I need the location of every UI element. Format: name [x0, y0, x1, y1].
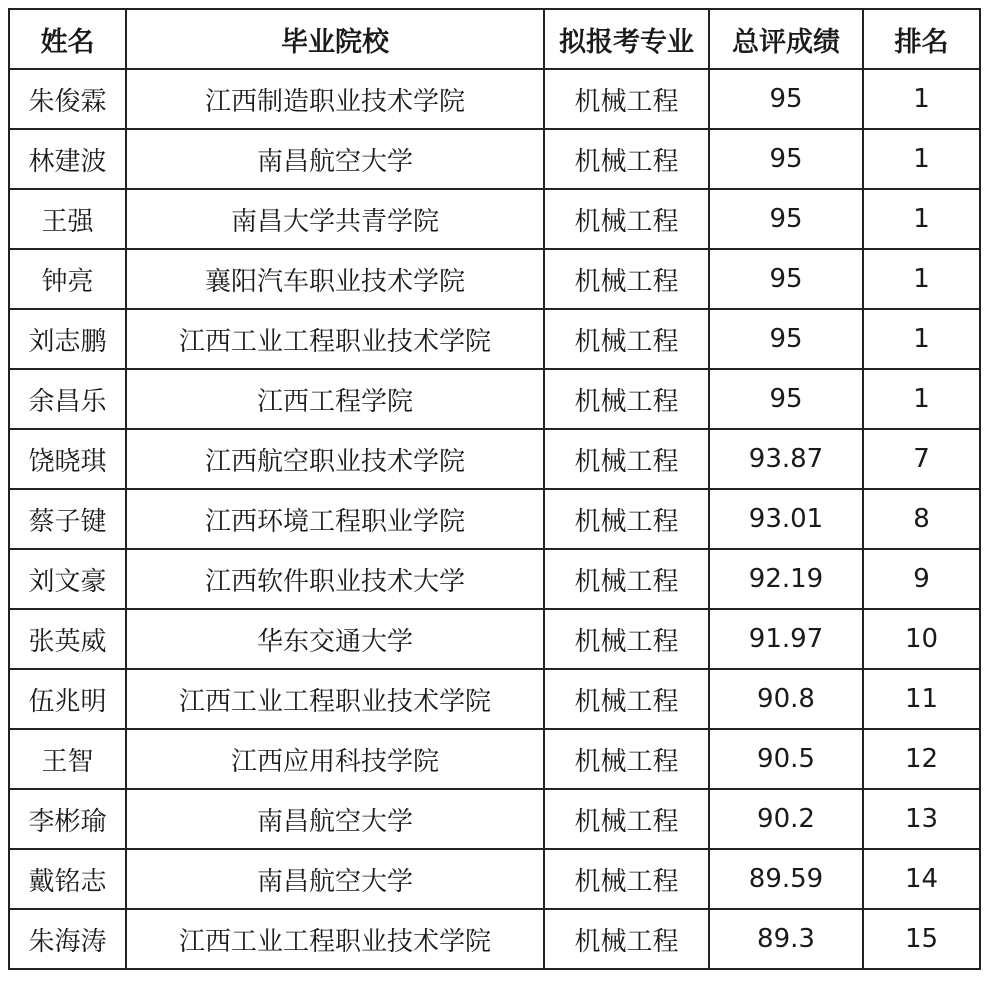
cell-score: 95 — [709, 69, 863, 129]
score-table-container — [8, 8, 981, 970]
cell-name: 朱海涛 — [9, 909, 126, 969]
cell-score: 89.59 — [709, 849, 863, 909]
cell-score: 90.8 — [709, 669, 863, 729]
cell-rank: 7 — [863, 429, 980, 489]
cell-score: 91.97 — [709, 609, 863, 669]
cell-score: 92.19 — [709, 549, 863, 609]
table-row — [9, 849, 980, 909]
header-row — [9, 9, 980, 69]
cell-rank: 13 — [863, 789, 980, 849]
cell-rank: 1 — [863, 129, 980, 189]
cell-school: 江西应用科技学院 — [126, 729, 544, 789]
cell-score: 93.87 — [709, 429, 863, 489]
cell-major: 机械工程 — [544, 429, 709, 489]
header-score: 总评成绩 — [709, 9, 863, 69]
cell-major: 机械工程 — [544, 789, 709, 849]
cell-major: 机械工程 — [544, 849, 709, 909]
cell-major: 机械工程 — [544, 189, 709, 249]
cell-school: 南昌航空大学 — [126, 849, 544, 909]
table-row — [9, 309, 980, 369]
cell-school: 江西工业工程职业技术学院 — [126, 909, 544, 969]
cell-name: 戴铭志 — [9, 849, 126, 909]
cell-score: 95 — [709, 189, 863, 249]
table-header — [9, 9, 980, 69]
cell-score: 95 — [709, 249, 863, 309]
cell-school: 江西工业工程职业技术学院 — [126, 669, 544, 729]
table-row — [9, 909, 980, 969]
cell-major: 机械工程 — [544, 909, 709, 969]
table-row — [9, 489, 980, 549]
cell-score: 95 — [709, 309, 863, 369]
cell-name: 伍兆明 — [9, 669, 126, 729]
cell-school: 南昌航空大学 — [126, 789, 544, 849]
cell-score: 89.3 — [709, 909, 863, 969]
cell-major: 机械工程 — [544, 309, 709, 369]
cell-name: 王智 — [9, 729, 126, 789]
cell-rank: 11 — [863, 669, 980, 729]
cell-school: 江西工程学院 — [126, 369, 544, 429]
cell-score: 90.5 — [709, 729, 863, 789]
cell-school: 襄阳汽车职业技术学院 — [126, 249, 544, 309]
table-row — [9, 729, 980, 789]
table-row — [9, 669, 980, 729]
cell-major: 机械工程 — [544, 129, 709, 189]
cell-rank: 1 — [863, 189, 980, 249]
cell-school: 江西环境工程职业学院 — [126, 489, 544, 549]
table-row — [9, 189, 980, 249]
cell-major: 机械工程 — [544, 249, 709, 309]
cell-rank: 10 — [863, 609, 980, 669]
header-major: 拟报考专业 — [544, 9, 709, 69]
cell-school: 南昌大学共青学院 — [126, 189, 544, 249]
cell-name: 朱俊霖 — [9, 69, 126, 129]
cell-major: 机械工程 — [544, 609, 709, 669]
cell-score: 95 — [709, 129, 863, 189]
cell-major: 机械工程 — [544, 489, 709, 549]
cell-major: 机械工程 — [544, 369, 709, 429]
cell-school: 南昌航空大学 — [126, 129, 544, 189]
table-row — [9, 69, 980, 129]
cell-rank: 8 — [863, 489, 980, 549]
table-row — [9, 429, 980, 489]
cell-rank: 1 — [863, 309, 980, 369]
cell-score: 95 — [709, 369, 863, 429]
cell-rank: 1 — [863, 69, 980, 129]
cell-name: 蔡子键 — [9, 489, 126, 549]
cell-name: 余昌乐 — [9, 369, 126, 429]
table-row — [9, 249, 980, 309]
cell-major: 机械工程 — [544, 669, 709, 729]
cell-rank: 1 — [863, 369, 980, 429]
cell-name: 饶晓琪 — [9, 429, 126, 489]
cell-score: 93.01 — [709, 489, 863, 549]
table-body — [9, 69, 980, 969]
cell-name: 李彬瑜 — [9, 789, 126, 849]
cell-rank: 14 — [863, 849, 980, 909]
cell-rank: 1 — [863, 249, 980, 309]
table-row — [9, 789, 980, 849]
score-table — [8, 8, 981, 970]
cell-major: 机械工程 — [544, 69, 709, 129]
header-name: 姓名 — [9, 9, 126, 69]
cell-school: 江西软件职业技术大学 — [126, 549, 544, 609]
cell-school: 江西工业工程职业技术学院 — [126, 309, 544, 369]
header-school: 毕业院校 — [126, 9, 544, 69]
table-row — [9, 369, 980, 429]
cell-rank: 12 — [863, 729, 980, 789]
cell-name: 刘志鹏 — [9, 309, 126, 369]
cell-rank: 9 — [863, 549, 980, 609]
cell-major: 机械工程 — [544, 549, 709, 609]
cell-rank: 15 — [863, 909, 980, 969]
cell-school: 江西制造职业技术学院 — [126, 69, 544, 129]
header-rank: 排名 — [863, 9, 980, 69]
cell-major: 机械工程 — [544, 729, 709, 789]
cell-school: 江西航空职业技术学院 — [126, 429, 544, 489]
cell-score: 90.2 — [709, 789, 863, 849]
cell-school: 华东交通大学 — [126, 609, 544, 669]
table-row — [9, 549, 980, 609]
cell-name: 刘文豪 — [9, 549, 126, 609]
cell-name: 林建波 — [9, 129, 126, 189]
table-row — [9, 609, 980, 669]
cell-name: 钟亮 — [9, 249, 126, 309]
cell-name: 张英威 — [9, 609, 126, 669]
cell-name: 王强 — [9, 189, 126, 249]
table-row — [9, 129, 980, 189]
